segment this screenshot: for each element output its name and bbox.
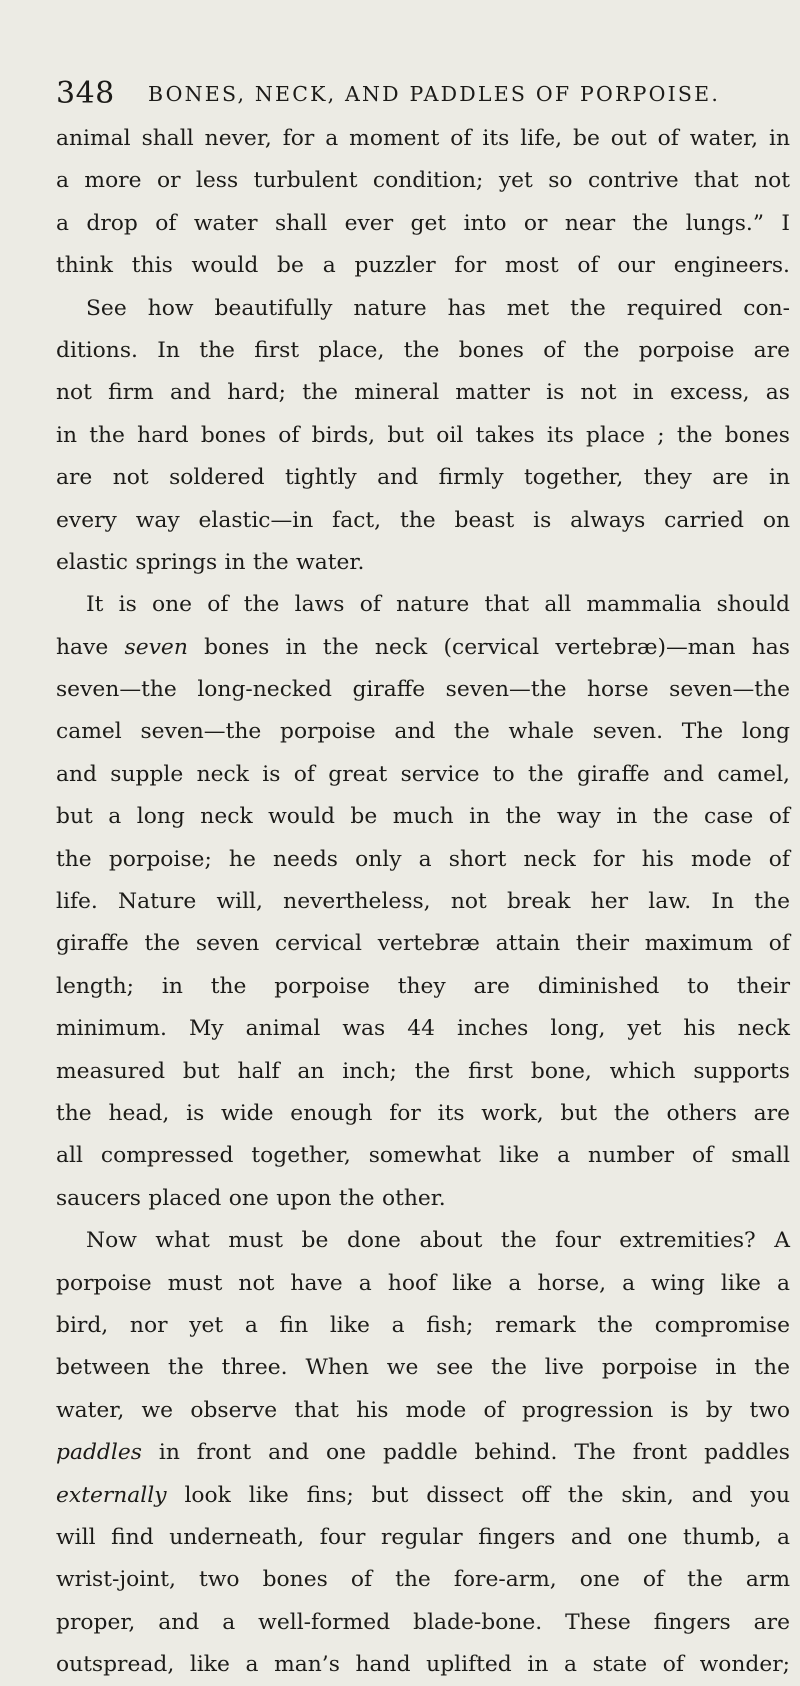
text-line: a drop of water shall ever get into or near the lungs.” I	[56, 210, 790, 236]
text-line: elastic springs in the water.	[56, 549, 365, 575]
italic-word: seven	[124, 634, 188, 660]
text-line: animal shall never, for a moment of its life, be out of water, in	[56, 126, 790, 151]
text-line: wrist-joint, two bones of the fore-arm, one of the arm	[56, 1567, 790, 1593]
text-line: bird, nor yet a fin like a fish; remark the compromise	[56, 1312, 790, 1338]
body-text	[56, 118, 790, 1686]
text-line: between the three. When we see the live porpoise in the	[56, 1355, 790, 1381]
text-line: camel seven—the porpoise and the whale seven. The long	[56, 719, 790, 745]
text-line: length; in the porpoise they are diminished to their	[56, 973, 790, 999]
page-number: 348	[56, 76, 115, 111]
text-line: water, we observe that his mode of progression is by two	[56, 1397, 790, 1423]
text-line: Now what must be done about the four extremities? A	[86, 1228, 790, 1254]
text-line: See how beautifully nature has met the required con-	[86, 295, 790, 321]
text-line: measured but half an inch; the first bone, which supports	[56, 1058, 790, 1084]
text-line: proper, and a well-formed blade-bone. These fingers are	[56, 1609, 790, 1635]
text-line: saucers placed one upon the other.	[56, 1185, 446, 1211]
running-header	[56, 76, 760, 116]
text-line: It is one of the laws of nature that all mammalia should	[86, 592, 790, 618]
text-line: life. Nature will, nevertheless, not break her law. In the	[56, 889, 790, 915]
text-line: minimum. My animal was 44 inches long, yet his neck	[56, 1016, 790, 1042]
text-line: not firm and hard; the mineral matter is not in excess, as	[56, 380, 790, 406]
text-line: a more or less turbulent condition; yet so contrive that not	[56, 168, 790, 194]
italic-word: paddles	[56, 1440, 142, 1466]
running-title: BONES, NECK, AND PADDLES OF PORPOISE.	[148, 82, 721, 106]
text-line: and supple neck is of great service to the giraffe and camel,	[56, 761, 790, 787]
text-line: think this would be a puzzler for most of our engineers.	[56, 253, 790, 279]
text-line: outspread, like a man’s hand uplifted in a state of wonder;	[56, 1652, 790, 1678]
text-line: but a long neck would be much in the way in the case of	[56, 804, 790, 830]
text-segment: look like fins; but dissect off the skin, and you	[166, 1482, 790, 1508]
text-line	[56, 1475, 790, 1517]
text-segment: have	[56, 634, 125, 660]
text-line: the porpoise; he needs only a short neck for his mode of	[56, 846, 790, 872]
text-line: porpoise must not have a hoof like a horse, a wing like a	[56, 1270, 790, 1296]
italic-word: externally	[56, 1482, 167, 1508]
text-line	[56, 1432, 790, 1474]
text-line: in the hard bones of birds, but oil takes its place ; the bones	[56, 422, 790, 448]
text-line: will find underneath, four regular fingers and one thumb, a	[56, 1524, 790, 1550]
text-line: are not soldered tightly and firmly together, they are in	[56, 465, 790, 491]
text-line: ditions. In the first place, the bones of the porpoise are	[56, 337, 790, 363]
text-line: giraffe the seven cervical vertebræ attain their maximum of	[56, 931, 790, 957]
text-line: every way elastic—in fact, the beast is always carried on	[56, 507, 790, 533]
text-line: seven—the long-necked giraffe seven—the horse seven—the	[56, 677, 790, 703]
text-segment: bones in the neck (cervical vertebræ)—man has	[187, 634, 790, 660]
text-line: the head, is wide enough for its work, but the others are	[56, 1100, 790, 1126]
text-line	[56, 627, 790, 669]
text-line: all compressed together, somewhat like a number of small	[56, 1143, 790, 1169]
text-segment: in front and one paddle behind. The front paddles	[141, 1440, 790, 1466]
